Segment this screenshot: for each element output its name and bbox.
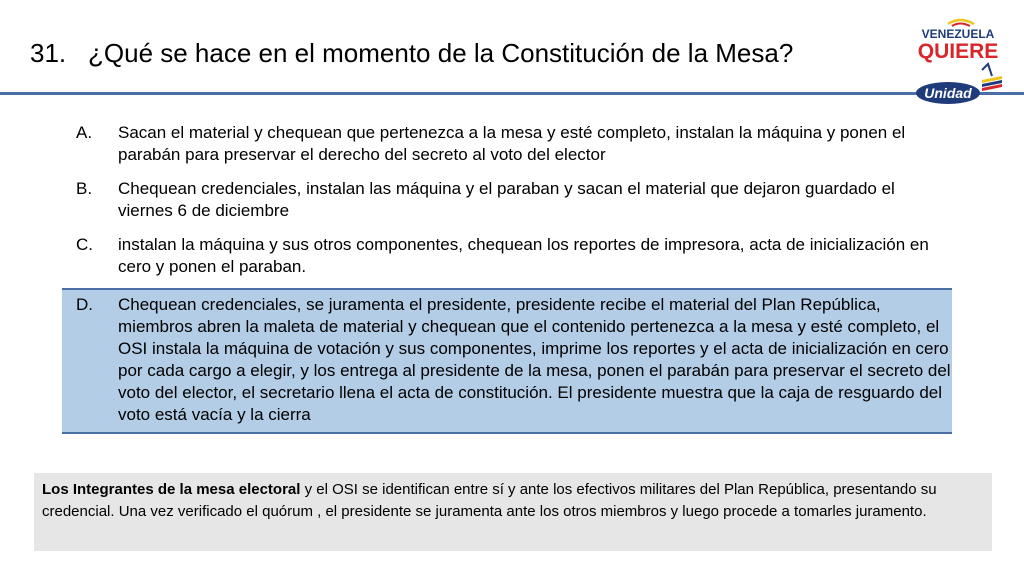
- option-d-correct-answer: [62, 288, 952, 434]
- option-a: [62, 122, 952, 166]
- slide-title: [30, 36, 910, 70]
- question-text: ¿Qué se hace en el momento de la Constitución de la Mesa?: [88, 38, 794, 68]
- question-number: 31.: [30, 38, 67, 68]
- option-text: Sacan el material y chequean que pertenezca a la mesa y esté completo, instalan la máquina y ponen el parabán para preservar el derecho del secreto al voto del elector: [118, 123, 906, 164]
- note-text: y el OSI se identifican entre sí y ante los efectivos militares del Plan República, presentando su credencial. Una vez verificado el quórum , el presidente se juramenta ante los otros miembros y luego procede a tomarles juramento.: [42, 481, 937, 520]
- svg-text:Unidad: Unidad: [924, 85, 972, 101]
- option-letter: C.: [76, 235, 93, 254]
- svg-text:QUIERE: QUIERE: [917, 40, 999, 63]
- venezuela-quiere-unidad-logo: [908, 18, 1008, 108]
- answer-options: [62, 122, 952, 446]
- option-text: instalan la máquina y sus otros componentes, chequean los reportes de impresora, acta de inicialización en cero y ponen el paraban.: [118, 235, 929, 276]
- option-c: [62, 234, 952, 278]
- title-divider: [0, 92, 1024, 95]
- option-letter: A.: [76, 123, 93, 142]
- explanation-note: [34, 473, 992, 551]
- option-b: [62, 178, 952, 222]
- note-bold-lead: Los Integrantes de la mesa electoral: [42, 481, 301, 498]
- option-text: Chequean credenciales, se juramenta el presidente, presidente recibe el material del Plan República, miembros abren la maleta de material y chequean que el contenido pertenezca a la mesa y esté completo, el OSI instala la máquina de votación y sus componentes, imprime los reportes y el acta de inicialización en cero por cada cargo a elegir, y los entrega al presidente de la mesa, ponen el parabán para preservar el secreto del voto del elector, el secretario llena el acta de constitución. El presidente muestra que la caja de resguardo del voto está vacía y la cierra: [118, 295, 951, 424]
- option-letter: D.: [76, 295, 93, 314]
- option-letter: B.: [76, 179, 93, 198]
- option-text: Chequean credenciales, instalan las máquina y el paraban y sacan el material que dejaron guardado el viernes 6 de diciembre: [118, 179, 895, 220]
- svg-text:VENEZUELA: VENEZUELA: [921, 27, 995, 41]
